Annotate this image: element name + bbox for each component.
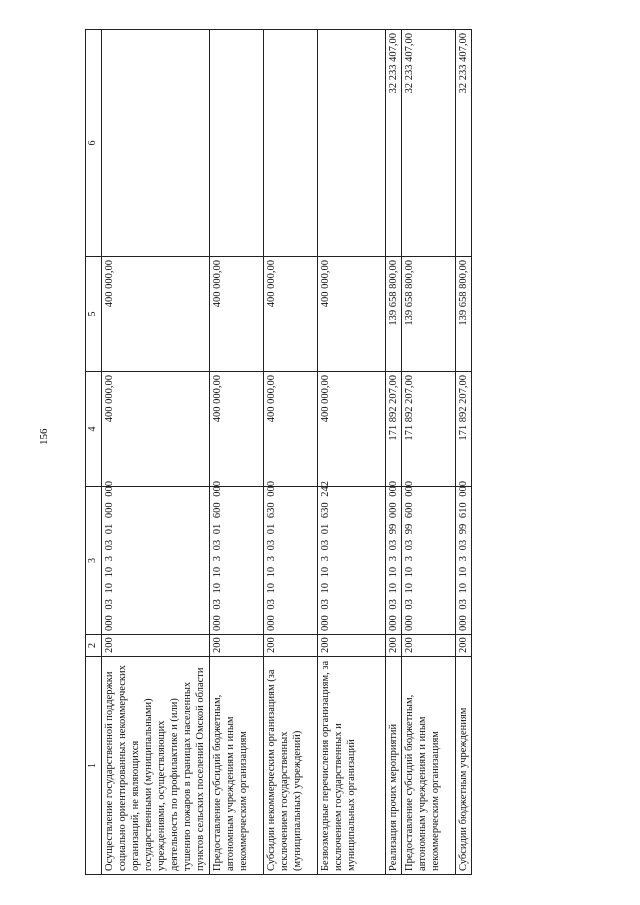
row-value-6 [317, 30, 385, 257]
table-row [209, 30, 263, 875]
column-header-4: 4 [86, 372, 102, 487]
table-row [263, 30, 317, 875]
column-header-6: 6 [86, 30, 102, 257]
row-value-5: 400 000,00 [209, 257, 263, 372]
row-kvr: 200 [401, 635, 455, 657]
row-value-6 [209, 30, 263, 257]
row-code: 000 03 10 10 3 03 01 600 000 [209, 487, 263, 635]
row-code: 000 03 10 10 3 03 01 630 242 [317, 487, 385, 635]
column-header-3: 3 [86, 487, 102, 635]
budget-table-rotated [85, 30, 472, 875]
row-code: 000 03 10 10 3 03 99 000 000 [385, 487, 401, 635]
column-header-2: 2 [86, 635, 102, 657]
row-name: Предоставление субсидий бюджетным, автономным учреждениям и иным некоммерческим организациям [209, 657, 263, 875]
row-code: 000 03 10 10 3 03 99 600 000 [401, 487, 455, 635]
row-kvr: 200 [455, 635, 471, 657]
budget-table [85, 29, 472, 875]
row-value-4: 400 000,00 [209, 372, 263, 487]
row-value-4: 171 892 207,00 [455, 372, 471, 487]
table-row [101, 30, 209, 875]
row-value-4: 400 000,00 [317, 372, 385, 487]
row-value-6 [101, 30, 209, 257]
row-name: Субсидии некоммерческим организациям (за исключением государственных (муниципальных) учреждений) [263, 657, 317, 875]
row-kvr: 200 [385, 635, 401, 657]
row-name: Реализация прочих мероприятий [385, 657, 401, 875]
row-value-4: 400 000,00 [263, 372, 317, 487]
row-kvr: 200 [209, 635, 263, 657]
table-row [317, 30, 385, 875]
row-value-5: 139 658 800,00 [385, 257, 401, 372]
row-code: 000 03 10 10 3 03 99 610 000 [455, 487, 471, 635]
row-kvr: 200 [263, 635, 317, 657]
table-row [401, 30, 455, 875]
row-value-5: 400 000,00 [263, 257, 317, 372]
row-name: Безвозмездные перечисления организациям, за исключением государственных и муниципальных организаций [317, 657, 385, 875]
row-value-6 [263, 30, 317, 257]
row-name: Осуществление государственной поддержки социально ориентированных некоммерческих организаций, не являющихся государственными (муниципальными) учреждениями, осуществляющих деятельность по профилактике и (или) тушению пожаров в границах населенных пунктов сельских поселений Омской области [101, 657, 209, 875]
table-header-row [86, 30, 102, 875]
row-value-4: 171 892 207,00 [385, 372, 401, 487]
row-value-4: 171 892 207,00 [401, 372, 455, 487]
row-value-5: 139 658 800,00 [455, 257, 471, 372]
row-value-5: 400 000,00 [317, 257, 385, 372]
table-row [455, 30, 471, 875]
row-name: Предоставление субсидий бюджетным, автономным учреждениям и иным некоммерческим организациям [401, 657, 455, 875]
row-value-6: 32 233 407,00 [385, 30, 401, 257]
row-value-6: 32 233 407,00 [455, 30, 471, 257]
row-value-6: 32 233 407,00 [401, 30, 455, 257]
row-value-4: 400 000,00 [101, 372, 209, 487]
row-kvr: 200 [101, 635, 209, 657]
row-value-5: 400 000,00 [101, 257, 209, 372]
column-header-5: 5 [86, 257, 102, 372]
row-name: Субсидии бюджетным учреждениям [455, 657, 471, 875]
page-number: 156 [38, 428, 50, 445]
column-header-1: 1 [86, 657, 102, 875]
row-value-5: 139 658 800,00 [401, 257, 455, 372]
row-kvr: 200 [317, 635, 385, 657]
table-row [385, 30, 401, 875]
row-code: 000 03 10 10 3 03 01 630 000 [263, 487, 317, 635]
row-code: 000 03 10 10 3 03 01 000 000 [101, 487, 209, 635]
